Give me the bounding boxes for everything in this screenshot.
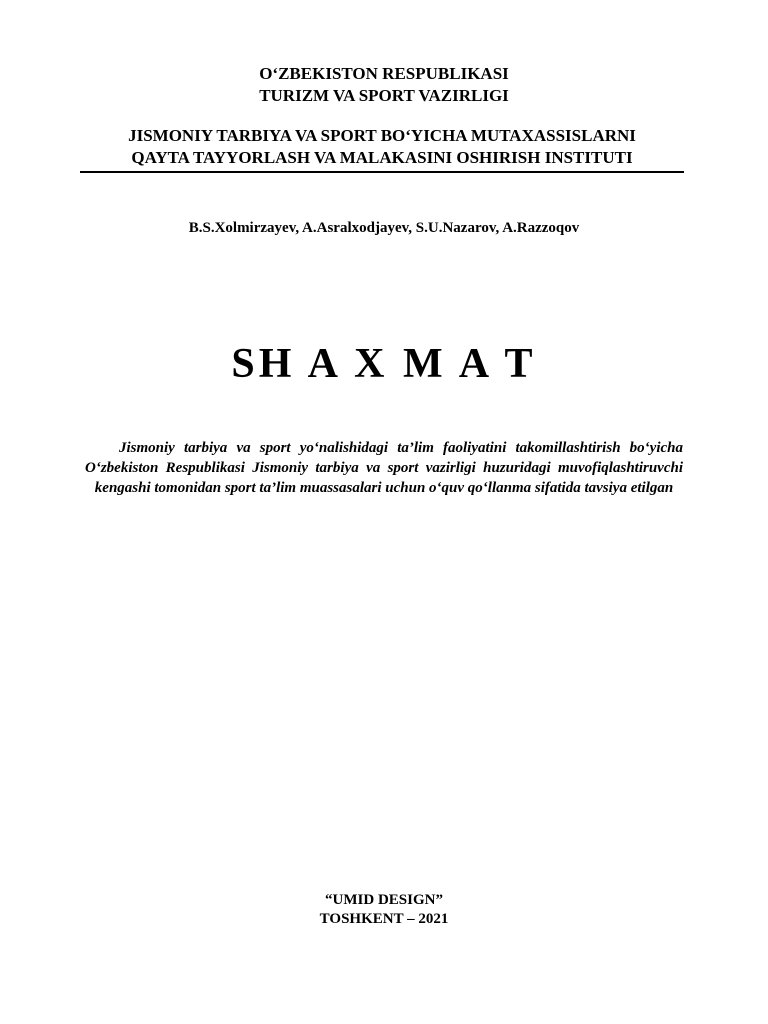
institute-header bbox=[80, 125, 684, 169]
institute-name-line1: JISMONIY TARBIYA VA SPORT BO‘YICHA MUTAXASSISLARNI bbox=[128, 126, 636, 145]
ministry-name: TURIZM VA SPORT VAZIRLIGI bbox=[259, 86, 509, 105]
publication-place-year: TOSHKENT – 2021 bbox=[319, 911, 449, 927]
institute-name-line2: QAYTA TAYYORLASH VA MALAKASINI OSHIRISH INSTITUTI bbox=[131, 148, 633, 167]
publisher-block bbox=[0, 891, 768, 929]
recommendation-text: Jismoniy tarbiya va sport yo‘nalishidagi ta’lim faoliyatini takomillashtirish bo‘yicha O‘zbekiston Respublikasi Jismoniy tarbiya va sport vazirligi huzuridagi muvofiqlashtiruvchi kengashi tomonidan sport ta’lim muassasalari uchun o‘quv qo‘llanma sifatida tavsiya etilgan bbox=[85, 440, 683, 496]
country-name: O‘ZBEKISTON RESPUBLIKASI bbox=[259, 64, 509, 83]
publisher-name: “UMID DESIGN” bbox=[325, 892, 443, 908]
book-title: SH A X M A T bbox=[231, 341, 537, 387]
ministry-header bbox=[0, 63, 768, 107]
header-divider bbox=[80, 171, 684, 173]
authors: B.S.Xolmirzayev, A.Asralxodjayev, S.U.Nazarov, A.Razzoqov bbox=[188, 220, 580, 236]
